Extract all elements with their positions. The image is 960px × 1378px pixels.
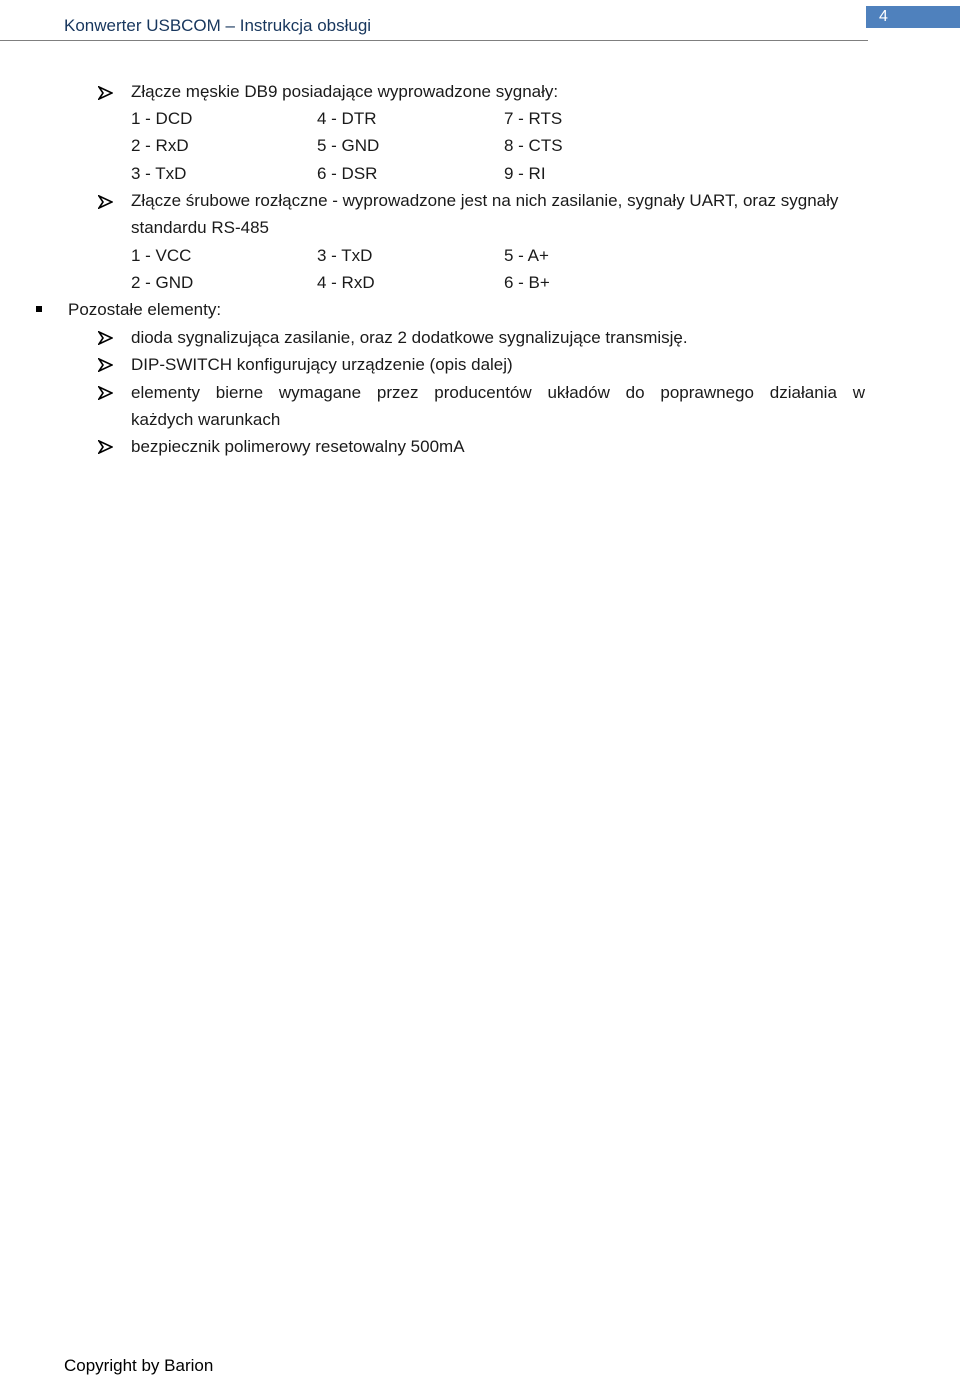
screw-terminal-heading: Złącze śrubowe rozłączne - wyprowadzone jest na nich zasilanie, sygnały UART, oraz sygnały — [131, 191, 839, 210]
screw-pin: 2 - GND — [131, 273, 194, 292]
db9-heading: Złącze męskie DB9 posiadające wyprowadzone sygnały: — [131, 82, 559, 101]
db9-pin: 2 - RxD — [131, 136, 189, 155]
db9-pin: 8 - CTS — [504, 136, 563, 155]
screw-pin: 5 - A+ — [504, 246, 549, 265]
db9-pin: 7 - RTS — [504, 109, 563, 128]
page-number-badge: 4 — [866, 6, 960, 28]
arrow-bullet-icon — [98, 386, 113, 400]
arrow-bullet-icon — [98, 440, 113, 454]
db9-pin: 1 - DCD — [131, 109, 193, 128]
square-bullet-icon — [36, 306, 42, 312]
db9-pin: 5 - GND — [317, 136, 380, 155]
screw-terminal-heading-cont: standardu RS-485 — [131, 218, 269, 237]
arrow-bullet-icon — [98, 331, 113, 345]
list-item: elementy bierne wymagane przez producentów układów do poprawnego działania w — [131, 383, 865, 402]
header-divider — [0, 40, 868, 41]
document-header-title: Konwerter USBCOM – Instrukcja obsługi — [64, 16, 372, 35]
db9-pin: 9 - RI — [504, 164, 546, 183]
db9-pin: 6 - DSR — [317, 164, 378, 183]
arrow-bullet-icon — [98, 358, 113, 372]
list-item-continuation: każdych warunkach — [131, 410, 281, 429]
db9-pin: 4 - DTR — [317, 109, 377, 128]
other-elements-heading: Pozostałe elementy: — [68, 300, 222, 319]
screw-pin: 6 - B+ — [504, 273, 550, 292]
arrow-bullet-icon — [98, 195, 113, 209]
db9-pin: 3 - TxD — [131, 164, 187, 183]
list-item: dioda sygnalizująca zasilanie, oraz 2 dodatkowe sygnalizujące transmisję. — [131, 328, 688, 347]
footer-copyright: Copyright by Barion — [64, 1356, 214, 1375]
list-item: bezpiecznik polimerowy resetowalny 500mA — [131, 437, 465, 456]
arrow-bullet-icon — [98, 86, 113, 100]
screw-pin: 4 - RxD — [317, 273, 375, 292]
list-item: DIP-SWITCH konfigurujący urządzenie (opis dalej) — [131, 355, 513, 374]
screw-pin: 3 - TxD — [317, 246, 373, 265]
screw-pin: 1 - VCC — [131, 246, 192, 265]
